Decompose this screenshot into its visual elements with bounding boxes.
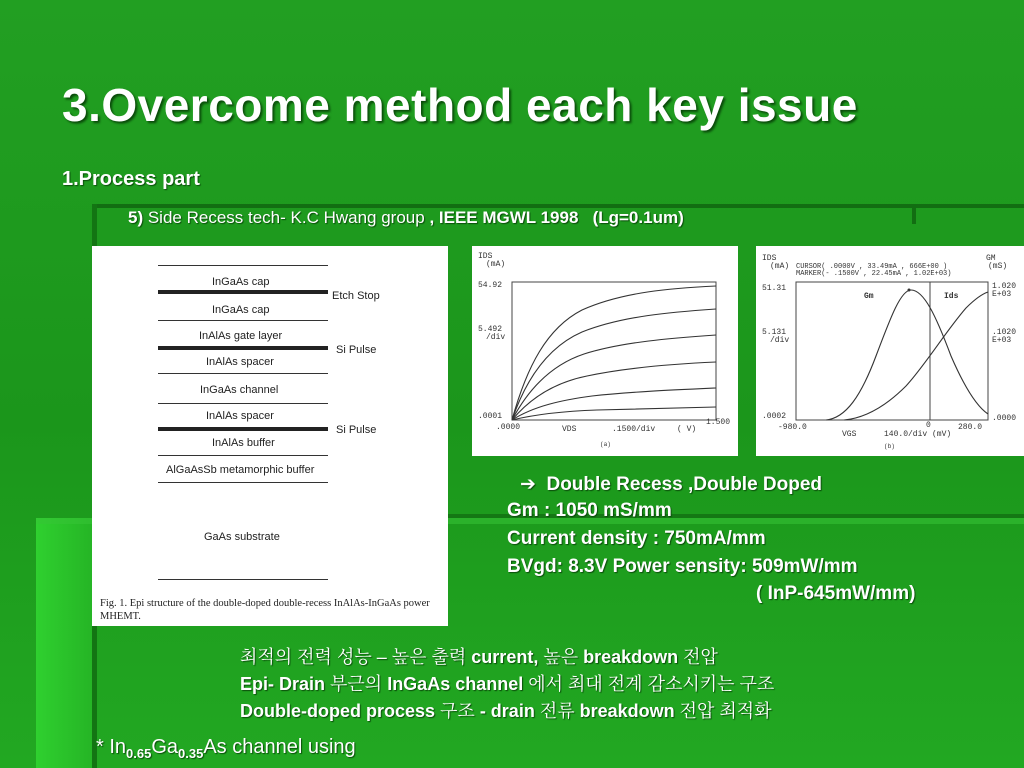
reference-journal: , IEEE MGWL 1998: [429, 208, 579, 227]
result-gm: Gm : 1050 mS/mm: [507, 500, 672, 521]
iv-curve: [512, 286, 716, 420]
epi-layer-label: InAlAs spacer: [206, 410, 274, 422]
iv-x-div: .1500/div: [612, 425, 656, 434]
note-emphasis: - drain: [479, 701, 535, 721]
gm-right-label: GM: [986, 254, 996, 263]
note-emphasis: breakdown: [583, 647, 679, 667]
gm-plot-svg: [756, 246, 1024, 456]
footnote-subscript: 0.65: [126, 746, 152, 761]
footnote-subscript: 0.35: [178, 746, 204, 761]
reference-number: 5): [128, 208, 144, 227]
gm-cursor-readout: CURSOR( .0000V , 33.49mA , 666E+00 ): [796, 263, 948, 271]
gm-panel-label: (b): [884, 443, 895, 450]
iv-y-div-value: 5.492: [478, 325, 503, 334]
gm-y-label: IDS: [762, 254, 777, 263]
reference-line: [128, 208, 684, 228]
iv-x-min: .0000: [496, 423, 521, 432]
epi-layer-label: InAlAs spacer: [206, 356, 274, 368]
epi-divider: [158, 265, 328, 266]
note-text: 에서 최대 전계 감소시키는 구조: [523, 674, 775, 694]
results-headline-text: Double Recess ,Double Doped: [546, 474, 823, 495]
epi-divider: [158, 482, 328, 483]
result-current-density: Current density : 750mA/mm: [507, 528, 766, 549]
gm-x-zero: 0: [926, 421, 931, 430]
gm-plot-frame: [796, 282, 988, 420]
arrow-icon: ➔: [520, 474, 536, 495]
iv-plot-svg: [472, 246, 738, 456]
transconductance-plot: [756, 246, 1024, 456]
note-text: 높은: [538, 647, 584, 667]
decor-bar-left: [36, 518, 94, 768]
gm-x-unit: (mV): [932, 430, 952, 439]
note-line-2: [240, 670, 774, 696]
gm-marker-readout: MARKER(- .1500V , 22.45mA , 1.02E+03): [796, 270, 952, 278]
gm-x-div: 140.0/div: [884, 430, 928, 439]
gm-y-min: .0002: [762, 412, 787, 421]
epi-divider: [158, 403, 328, 404]
note-emphasis: InGaAs channel: [387, 674, 524, 694]
epi-divider: [158, 373, 328, 374]
note-emphasis: Epi- Drain: [240, 674, 326, 694]
note-emphasis: current,: [471, 647, 539, 667]
epi-divider: [158, 290, 328, 294]
iv-curve: [512, 407, 716, 420]
epi-side-label: Si Pulse: [336, 424, 377, 436]
gm-x-max: 280.0: [958, 423, 983, 432]
iv-curve: [512, 309, 716, 420]
note-text: 부근의: [325, 674, 388, 694]
epi-layer-label: InGaAs channel: [200, 384, 279, 396]
iv-y-label: IDS: [478, 252, 493, 261]
ids-curve: [844, 292, 988, 420]
gm-curve: [826, 290, 988, 420]
figure-caption: Fig. 1. Epi structure of the double-doped double-recess InAlAs-InGaAs power MHEMT.: [100, 598, 430, 622]
iv-y-min: .0001: [478, 412, 503, 421]
decor-tick-right: [912, 204, 916, 224]
iv-characteristic-plot: [472, 246, 738, 456]
note-line-3: [240, 697, 772, 723]
footnote: [96, 736, 356, 761]
result-inp-power: ( InP-645mW/mm): [756, 583, 916, 604]
footnote-text: As channel using: [203, 736, 356, 758]
gm-right-top: 1.020: [992, 282, 1017, 291]
note-emphasis: breakdown: [579, 701, 675, 721]
epi-layer-label: GaAs substrate: [204, 531, 280, 543]
epi-layer-label: AlGaAsSb metamorphic buffer: [166, 464, 315, 476]
epi-divider: [158, 346, 328, 350]
epi-structure-figure: [92, 246, 448, 626]
iv-y-unit: (mA): [486, 260, 506, 269]
note-text: 전류: [534, 701, 580, 721]
reference-text: Side Recess tech- K.C Hwang group: [143, 208, 430, 227]
results-headline: [520, 473, 822, 496]
iv-plot-frame: [512, 282, 716, 420]
iv-y-div-unit: /div: [486, 333, 506, 342]
gm-y-max: 51.31: [762, 284, 787, 293]
gm-y-div-value: 5.131: [762, 328, 787, 337]
reference-gate-length: (Lg=0.1um): [592, 208, 684, 227]
iv-x-max: 1.500: [706, 418, 731, 427]
footnote-text: * In: [96, 736, 127, 758]
note-text: 전압: [678, 647, 718, 667]
epi-layer-label: InGaAs cap: [212, 304, 270, 316]
note-text: 구조: [435, 701, 480, 721]
note-text: 최적의 전력 성능 – 높은 출력: [240, 647, 472, 667]
section-heading: 1.Process part: [62, 168, 200, 190]
iv-x-unit: ( V): [677, 425, 697, 434]
gm-x-label: VGS: [842, 430, 857, 439]
gm-curve-label: Gm: [864, 292, 874, 301]
gm-right-unit: (mS): [988, 262, 1008, 271]
iv-y-max: 54.92: [478, 281, 503, 290]
iv-panel-label: (a): [600, 441, 611, 448]
gm-y-unit: (mA): [770, 262, 790, 271]
epi-side-label: Etch Stop: [332, 290, 380, 302]
epi-layer-label: InAlAs gate layer: [199, 330, 283, 342]
gm-right-div-exp: E+03: [992, 336, 1012, 345]
gm-right-div: .1020: [992, 328, 1017, 337]
epi-divider: [158, 455, 328, 456]
gm-x-min: -980.0: [778, 423, 807, 432]
gm-y-div-unit: /div: [770, 336, 790, 345]
gm-right-bottom: .0000: [992, 414, 1017, 423]
ids-curve-label: Ids: [944, 292, 959, 301]
slide-title: 3.Overcome method each key issue: [62, 79, 858, 131]
epi-divider: [158, 427, 328, 431]
note-line-1: [240, 643, 718, 669]
iv-curve: [512, 362, 716, 420]
epi-divider: [158, 579, 328, 580]
footnote-text: Ga: [151, 736, 179, 758]
iv-x-label: VDS: [562, 425, 577, 434]
epi-layer-label: InGaAs cap: [212, 276, 270, 288]
result-breakdown-power: BVgd: 8.3V Power sensity: 509mW/mm: [507, 556, 858, 577]
gm-right-top-exp: E+03: [992, 290, 1012, 299]
note-emphasis: Double-doped process: [240, 701, 436, 721]
epi-divider: [158, 320, 328, 321]
note-text: 전압 최적화: [674, 701, 772, 721]
gm-peak-marker: [908, 289, 911, 292]
epi-side-label: Si Pulse: [336, 344, 377, 356]
epi-layer-label: InAlAs buffer: [212, 437, 275, 449]
